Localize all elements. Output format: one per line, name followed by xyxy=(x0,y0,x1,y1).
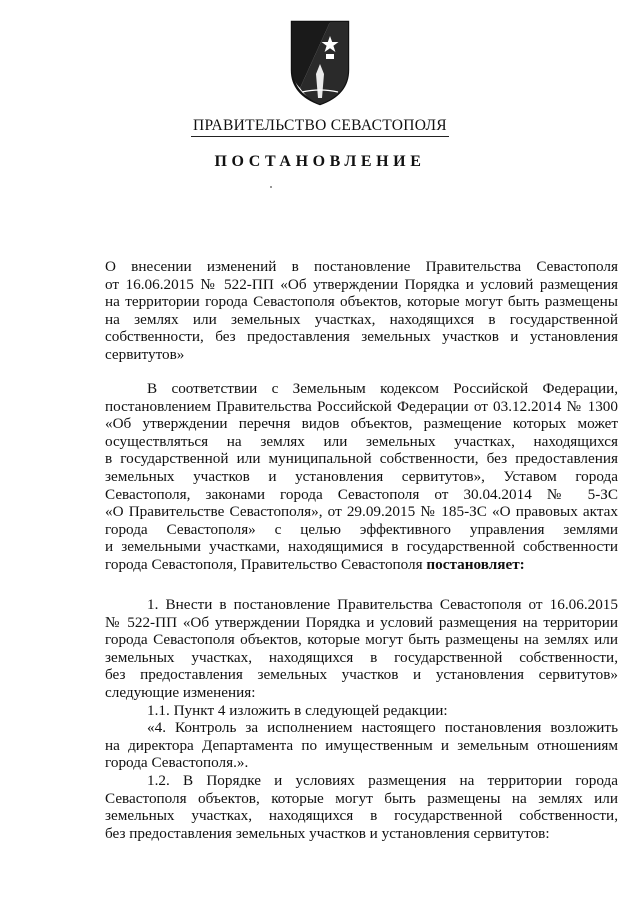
subject-line: на землях или земельных участках, находящихся в государственной xyxy=(105,310,618,328)
preamble-line: «Об утверждении перечня видов объектов, размещение которых может xyxy=(105,415,618,433)
sevastopol-coat-of-arms-icon xyxy=(286,18,354,106)
item-1-line: города Севастополя объектов, которые могут быть размещены на землях или xyxy=(105,631,618,649)
preamble-last-line xyxy=(105,556,618,574)
subject-line: О внесении изменений в постановление Правительства Севастополя xyxy=(105,258,618,275)
item-1-2-line: Севастополя объектов, которые могут быть размещены на землях или xyxy=(105,789,618,807)
preamble-line: и земельными участками, находящимися в государственной собственности xyxy=(105,538,618,556)
subject-line: сервитутов» xyxy=(105,345,185,363)
subject-line: от 16.06.2015 № 522-ПП «Об утверждении Порядка и условий размещения xyxy=(105,275,618,293)
item-1-line: № 522-ПП «Об утверждении Порядка и условий размещения на территории xyxy=(105,613,618,631)
subject-line: на территории города Севастополя объектов, которые могут быть размещены xyxy=(105,293,618,311)
resolution-verb: постановляет: xyxy=(426,555,525,573)
item-1-block xyxy=(105,596,618,842)
item-1-2-line: без предоставления земельных участков и установления сервитутов: xyxy=(105,824,550,842)
preamble-line: в государственной или муниципальной собственности, без предоставления xyxy=(105,450,618,468)
item-1-line: земельных участках, находящихся в государственной собственности, xyxy=(105,648,618,666)
item-1-2-line: 1.2. В Порядке и условиях размещения на территории города xyxy=(147,771,618,789)
document-type-title: ПОСТАНОВЛЕНИЕ xyxy=(214,153,426,170)
item-1-line: следующие изменения: xyxy=(105,683,256,701)
item-1-1-text-line: на директора Департамента по имущественным и земельным отношениям xyxy=(105,736,618,754)
item-1-1-text-line: города Севастополя.». xyxy=(105,754,249,772)
preamble-line: города Севастополя» с целью эффективного управления землями xyxy=(105,520,618,538)
item-1-1-text-line: «4. Контроль за исполнением настоящего постановления возложить xyxy=(147,719,618,737)
item-1-line: без предоставления земельных участков и установления сервитутов» xyxy=(105,666,618,684)
organization-name: ПРАВИТЕЛЬСТВО СЕВАСТОПОЛЯ xyxy=(0,117,640,137)
scan-speck xyxy=(270,186,272,188)
preamble-line: «О Правительстве Севастополя», от 29.09.2015 № 185-ЗС «О правовых актах xyxy=(105,503,618,521)
preamble-line: города Севастополя, Правительство Севастополя xyxy=(105,555,427,573)
preamble-line: Севастополя, законами города Севастополя от 30.04.2014 № 5-ЗС xyxy=(105,485,618,503)
preamble-line: земельных участков и установления сервитутов», Уставом города xyxy=(105,467,618,485)
preamble-line: осуществляться на землях или земельных участках, находящихся xyxy=(105,432,618,450)
preamble-block xyxy=(105,380,618,574)
preamble-line: В соответствии с Земельным кодексом Российской Федерации, xyxy=(147,380,618,397)
subject-line: собственности, без предоставления земельных участков и установления xyxy=(105,328,618,346)
item-1-line: 1. Внести в постановление Правительства Севастополя от 16.06.2015 xyxy=(147,596,618,613)
item-1-1-heading: 1.1. Пункт 4 изложить в следующей редакции: xyxy=(147,701,448,719)
item-1-2-line: земельных участках, находящихся в государственной собственности, xyxy=(105,807,618,825)
subject-block xyxy=(105,258,618,364)
preamble-line: постановлением Правительства Российской Федерации от 03.12.2014 № 1300 xyxy=(105,397,618,415)
